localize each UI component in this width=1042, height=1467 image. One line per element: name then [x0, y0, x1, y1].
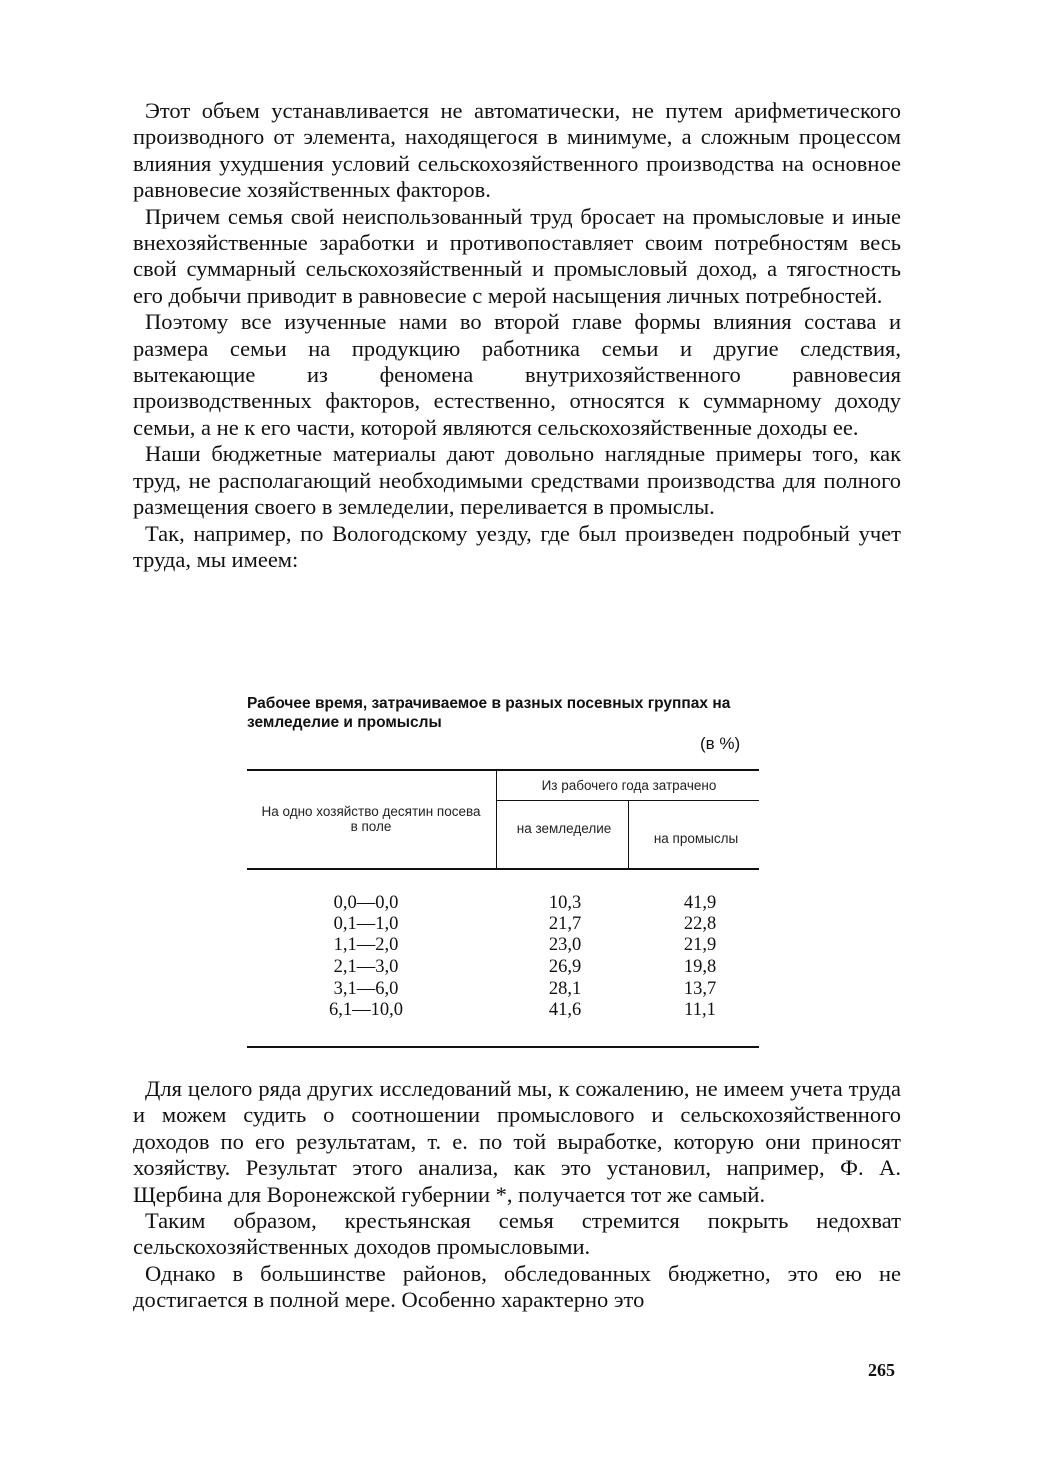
trades-cell: 11,1	[684, 1000, 716, 1020]
table-bottom-rule	[247, 1046, 759, 1048]
paragraph: Таким образом, крестьянская семья стремится покрыть недохват сельскохозяйственных доходов промысловыми.	[133, 1208, 901, 1260]
paragraph: Наши бюджетные материалы дают довольно наглядные примеры того, как труд, не располагающий необходимыми средствами производства для полного размещения своего в земледелии, переливается в промыслы.	[133, 441, 901, 520]
farming-cell: 21,7	[548, 914, 582, 934]
farming-cell: 26,9	[548, 957, 582, 977]
table-top-rule	[247, 769, 759, 771]
paragraph: Так, например, по Вологодскому уезду, где был произведен подробный учет труда, мы имеем:	[133, 520, 901, 572]
farming-cell: 10,3	[548, 893, 582, 913]
table-subcolumn-rule	[628, 801, 629, 869]
paragraph: Причем семья свой неиспользованный труд бросает на промысловые и иные внехозяйственные заработки и противопоставляет своим потребностям весь свой суммарный сельскохозяйственный и промысловый доход, а тягостность его добычи приводит в равновесие с мерой насыщения личных потребностей.	[133, 203, 901, 308]
range-cell: 6,1—10,0	[329, 1000, 403, 1020]
trades-cell: 13,7	[683, 979, 717, 999]
farming-cell: 23,0	[548, 935, 582, 955]
farming-cell: 28,1	[548, 979, 582, 999]
range-cell: 1,1—2,0	[333, 935, 399, 955]
range-cell: 0,0—0,0	[333, 893, 399, 913]
column-header-farming: на земледелие	[516, 821, 612, 836]
trades-cell: 21,9	[683, 935, 717, 955]
body-text-bottom	[133, 1076, 901, 1314]
range-cell: 0,1—1,0	[333, 914, 399, 934]
paragraph: Однако в большинстве районов, обследованных бюджетно, это ею не достигается в полной мере. Особенно характерно это	[133, 1260, 901, 1313]
paragraph: Поэтому все изученные нами во второй главе формы влияния состава и размера семьи на продукцию работника семьи и другие следствия, вытекающие из феномена внутрихозяйственного равновесия производственных факторов, естественно, относятся к суммарному доходу семьи, а не к его части, которой являются сельскохозяйственные доходы ее.	[133, 309, 901, 440]
trades-cell: 19,8	[683, 957, 717, 977]
table-header-rule	[247, 868, 759, 870]
row-header: На одно хозяйство десятин посева в поле	[261, 804, 481, 834]
table-unit: (в %)	[700, 734, 741, 753]
range-cell: 3,1—6,0	[333, 979, 399, 999]
trades-cell: 22,8	[683, 914, 717, 934]
paragraph: Для целого ряда других исследований мы, к сожалению, не имеем учета труда и можем судить о соотношении промыслового и сельскохозяйственного доходов по его результатам, т. е. по той выработке, которую они приносят хозяйству. Результат этого анализа, как это установил, например, Ф. А. Щербина для Воронежской губернии *, получается тот же самый.	[133, 1076, 901, 1207]
body-text-top	[133, 98, 901, 573]
group-header: Из рабочего года затрачено	[541, 778, 717, 793]
paragraph: Этот объем устанавливается не автоматически, не путем арифметического производного от элемента, находящегося в минимуме, а сложным процессом влияния ухудшения условий сельскохозяйственного производства на основное равновесие хозяйственных факторов.	[133, 98, 901, 203]
page-number: 265	[868, 1360, 895, 1380]
farming-cell: 41,6	[548, 1000, 582, 1020]
range-cell: 2,1—3,0	[333, 957, 399, 977]
trades-cell: 41,9	[683, 893, 717, 913]
table-caption: Рабочее время, затрачиваемое в разных посевных группах на земледелие и промыслы	[247, 695, 731, 731]
table-vertical-rule	[496, 771, 497, 869]
column-header-trades: на промыслы	[653, 831, 739, 846]
